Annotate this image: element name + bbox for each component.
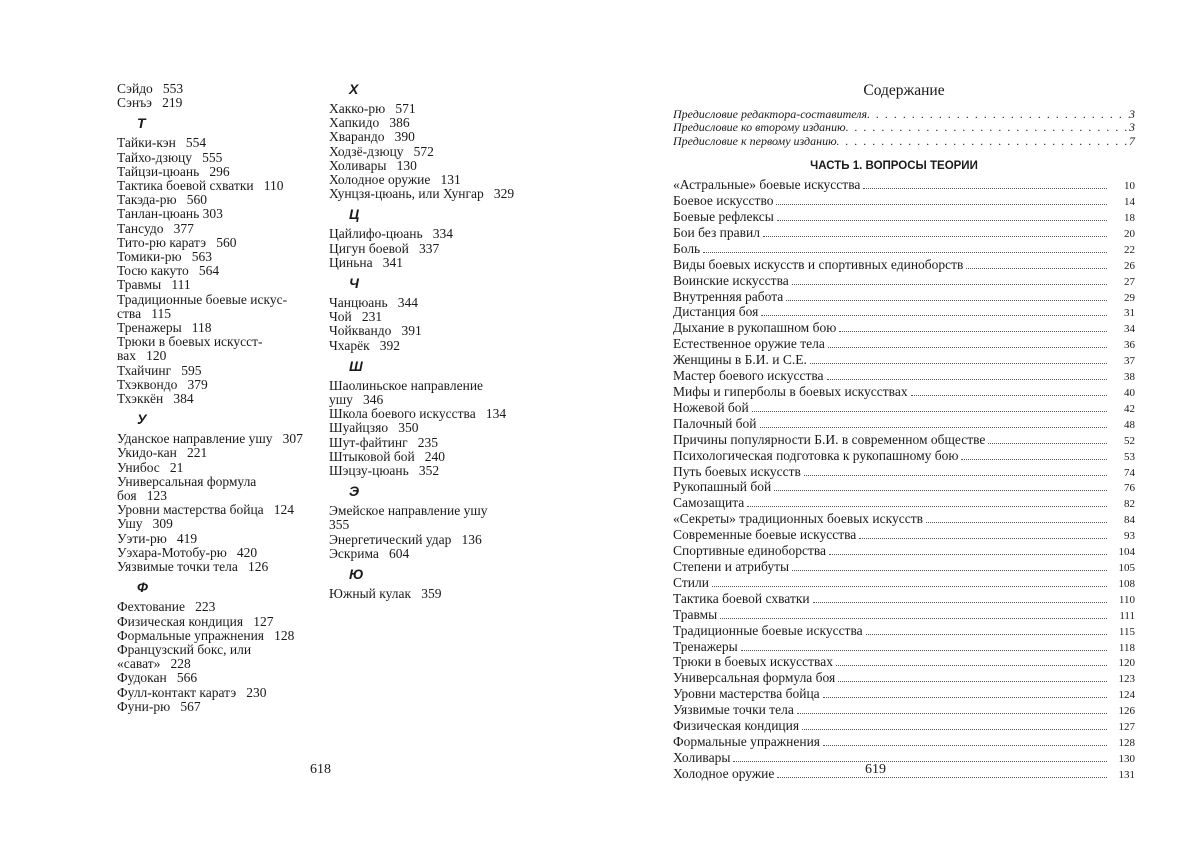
- preface-label: Предисловие редактора-составителя: [673, 107, 868, 121]
- toc-entry-list: [673, 178, 1135, 782]
- toc-entry-page: 108: [1118, 577, 1135, 590]
- toc-entry: [673, 560, 1135, 576]
- index-entry: Шаолиньское направление ушу 346: [329, 377, 484, 408]
- toc-entry-label: Женщины в Б.И. и С.Е.: [673, 352, 807, 368]
- toc-entry-label: Степени и атрибуты: [673, 558, 790, 574]
- index-entry: Универсальная формула боя 123: [117, 473, 257, 504]
- toc-entry-label: «Секреты» традиционных боевых искусств: [673, 511, 923, 527]
- toc-entry: [673, 321, 1135, 337]
- toc-entry-page: 38: [1124, 371, 1135, 384]
- toc-entry-label: Виды боевых искусств и спортивных единоборств: [673, 256, 964, 272]
- toc-entry: [673, 512, 1135, 528]
- toc-entry: [673, 194, 1135, 210]
- dot-leader: [763, 236, 1107, 237]
- toc-entry: [673, 369, 1135, 385]
- toc-entry: [673, 401, 1135, 417]
- index-entry: Тхэккён 384: [117, 391, 194, 407]
- index-entry: Эскрима 604: [329, 545, 410, 561]
- toc-entry: [673, 258, 1135, 274]
- index-entry: Французский бокс, или «сават» 228: [117, 641, 252, 672]
- toc-entry: [673, 608, 1135, 624]
- toc-entry-page: 127: [1118, 721, 1135, 734]
- index-section-letter: Э: [349, 483, 360, 500]
- toc-entry-label: Внутренняя работа: [673, 288, 784, 304]
- index-entry: Уязвимые точки тела 126: [117, 559, 269, 575]
- toc-entry: [673, 465, 1135, 481]
- index-entry: Ходзё-дзюцу 572: [329, 143, 434, 159]
- index-entry: Уданское направление ушу 307: [117, 431, 303, 447]
- dot-leader: [836, 665, 1107, 666]
- toc-entry: [673, 671, 1135, 687]
- index-entry: Цигун боевой 337: [329, 240, 440, 256]
- index-entry: Уэхара-Мотобу-рю 420: [117, 544, 258, 560]
- dot-leader: [774, 490, 1107, 491]
- dot-leader: [792, 284, 1107, 285]
- toc-entry: [673, 385, 1135, 401]
- toc-entry: [673, 337, 1135, 353]
- toc-entry-page: 84: [1124, 514, 1135, 527]
- index-entry: Уэти-рю 419: [117, 530, 198, 546]
- preface-row: [673, 108, 1135, 121]
- preface-page: 7: [1129, 133, 1135, 148]
- toc-entry-label: Формальные упражнения: [673, 733, 820, 749]
- index-entry: Шуайцзяо 350: [329, 420, 419, 436]
- toc-entry-page: 118: [1118, 641, 1135, 654]
- index-entry: Трюки в боевых искусст- вах 120: [117, 334, 263, 364]
- toc-entry-label: Холивары: [673, 749, 731, 765]
- part-title: ЧАСТЬ 1. ВОПРОСЫ ТЕОРИИ: [810, 160, 978, 173]
- toc-entry-page: 31: [1124, 307, 1135, 320]
- index-entry: Фулл-контакт каратэ 230: [117, 684, 267, 700]
- toc-entry: [673, 655, 1135, 671]
- toc-entry-label: Ножевой бой: [673, 399, 749, 415]
- dot-leader: [823, 697, 1107, 698]
- index-entry: Эмейское направление ушу 355: [329, 503, 488, 533]
- toc-entry: [673, 576, 1135, 592]
- dot-leader: [810, 363, 1107, 364]
- toc-entry-label: Дыхание в рукопашном бою: [673, 320, 837, 336]
- toc-entry-label: Дистанция боя: [673, 304, 759, 320]
- index-section-letter: Ю: [349, 566, 364, 583]
- index-entry: Танлан-цюань 303: [117, 206, 223, 222]
- dot-leader: [777, 220, 1107, 221]
- toc-entry-label: Уровни мастерства бойца: [673, 686, 820, 702]
- toc-entry-page: 105: [1118, 561, 1135, 574]
- index-entry: Травмы 111: [117, 277, 191, 293]
- toc-entry-page: 22: [1124, 243, 1135, 256]
- dot-leader: [988, 443, 1107, 444]
- toc-entry: [673, 242, 1135, 258]
- index-entry: Физическая кондиция 127: [117, 613, 274, 629]
- toc-entry-page: 128: [1118, 736, 1135, 749]
- index-entry: Укидо-кан 221: [117, 445, 208, 461]
- toc-entry-label: Психологическая подготовка к рукопашному бою: [673, 447, 959, 463]
- toc-entry-page: 48: [1124, 418, 1135, 431]
- toc-entry-page: 26: [1124, 259, 1135, 272]
- toc-entry-page: 120: [1118, 657, 1135, 670]
- index-entry: Традиционные боевые искус- ства 115: [117, 291, 288, 321]
- toc-entry-label: Спортивные единоборства: [673, 543, 827, 559]
- dot-leader: [741, 650, 1107, 651]
- dot-leader: [813, 602, 1107, 603]
- index-section-letter: Ф: [137, 579, 148, 596]
- index-entry: Тайхо-дзюцу 555: [117, 149, 223, 165]
- toc-entry-page: 130: [1118, 752, 1135, 765]
- index-entry: Холивары 130: [329, 157, 417, 173]
- toc-entry-page: 111: [1119, 609, 1135, 622]
- index-column-2: [329, 82, 534, 601]
- toc-entry: [673, 433, 1135, 449]
- index-entry: Чой 231: [329, 309, 383, 325]
- index-entry: Тренажеры 118: [117, 320, 212, 336]
- dot-leader: [837, 135, 1129, 148]
- index-entry: Чхарёк 392: [329, 337, 401, 353]
- index-entry: Сэнъэ 219: [117, 95, 183, 111]
- toc-entry-label: Универсальная формула боя: [673, 670, 836, 686]
- index-entry: Томики-рю 563: [117, 249, 212, 265]
- dot-leader: [859, 538, 1107, 539]
- index-entry: Тайцзи-цюань 296: [117, 163, 230, 179]
- toc-entry-page: 131: [1118, 768, 1135, 781]
- toc-entry-page: 110: [1118, 593, 1135, 606]
- index-section-letter: Ц: [349, 206, 360, 223]
- dot-leader: [829, 554, 1107, 555]
- toc-entry-label: Бои без правил: [673, 224, 760, 240]
- index-entry: Уровни мастерства бойца 124: [117, 502, 295, 518]
- dot-leader: [752, 411, 1107, 412]
- toc-entry-label: Трюки в боевых искусствах: [673, 654, 833, 670]
- toc-entry-page: 29: [1124, 291, 1135, 304]
- index-entry: Фехтование 223: [117, 599, 216, 615]
- dot-leader: [797, 713, 1107, 714]
- toc-entry-label: Мастер боевого искусства: [673, 368, 824, 384]
- toc-entry: [673, 210, 1135, 226]
- dot-leader: [733, 761, 1107, 762]
- index-entry: Формальные упражнения 128: [117, 627, 295, 643]
- toc-entry-label: Травмы: [673, 606, 718, 622]
- preface-row: [673, 121, 1135, 134]
- toc-entry-label: Уязвимые точки тела: [673, 702, 794, 718]
- toc-entry: [673, 703, 1135, 719]
- dot-leader: [777, 777, 1107, 778]
- preface-page: 3: [1129, 120, 1135, 135]
- dot-leader: [926, 522, 1107, 523]
- index-entry: Хапкидо 386: [329, 115, 410, 131]
- index-entry: Тансудо 377: [117, 220, 194, 236]
- table-of-contents: [673, 82, 1135, 783]
- toc-entry: [673, 226, 1135, 242]
- index-section-letter: Т: [137, 115, 146, 132]
- index-entry: Хварандо 390: [329, 129, 415, 145]
- toc-entry: [673, 274, 1135, 290]
- toc-entry: [673, 544, 1135, 560]
- preface-page: 3: [1129, 107, 1135, 121]
- toc-entry: [673, 719, 1135, 735]
- preface-row: [673, 135, 1135, 148]
- index-section-letter: У: [137, 411, 147, 428]
- index-entry: Ушу 309: [117, 516, 173, 532]
- toc-entry-page: 52: [1124, 434, 1135, 447]
- toc-entry-label: Палочный бой: [673, 415, 757, 431]
- toc-entry: [673, 528, 1135, 544]
- right-page: [600, 0, 1200, 848]
- toc-entry: [673, 178, 1135, 194]
- toc-entry-label: Самозащита: [673, 495, 745, 511]
- toc-entry: [673, 767, 1135, 783]
- dot-leader: [712, 586, 1107, 587]
- index-entry: Фудокан 566: [117, 670, 198, 686]
- dot-leader: [961, 459, 1107, 460]
- toc-entry-label: Причины популярности Б.И. в современном обществе: [673, 431, 986, 447]
- toc-entry-page: 74: [1124, 466, 1135, 479]
- dot-leader: [838, 681, 1107, 682]
- index-entry: Штыковой бой 240: [329, 448, 446, 464]
- toc-entry: [673, 353, 1135, 369]
- toc-entry: [673, 480, 1135, 496]
- index-entry: Тактика боевой схватки 110: [117, 178, 284, 194]
- preface-label: Предисловие к первому изданию: [673, 133, 837, 148]
- index-entry: Такэда-рю 560: [117, 192, 207, 208]
- index-entry: Сэйдо 553: [117, 81, 184, 96]
- index-entry: Цайлифо-цюань 334: [329, 226, 453, 242]
- index-entry: Южный кулак 359: [329, 586, 442, 602]
- toc-entry-label: Мифы и гиперболы в боевых искусствах: [673, 384, 908, 399]
- toc-entry: [673, 290, 1135, 306]
- index-entry: Циньна 341: [329, 254, 403, 270]
- index-section-letter: Ш: [349, 357, 363, 374]
- toc-entry-page: 10: [1124, 180, 1135, 193]
- dot-leader: [786, 300, 1107, 301]
- index-entry: Фуни-рю 567: [117, 698, 201, 714]
- dot-leader: [720, 618, 1107, 619]
- dot-leader: [792, 570, 1107, 571]
- toc-entry: [673, 449, 1135, 465]
- dot-leader: [776, 204, 1107, 205]
- dot-leader: [866, 634, 1107, 635]
- index-entry: Шэцзу-цюань 352: [329, 463, 440, 479]
- toc-entry-label: Боль: [673, 240, 701, 256]
- toc-entry-label: Боевое искусство: [673, 193, 774, 209]
- toc-entry-page: 104: [1118, 546, 1135, 559]
- dot-leader: [761, 315, 1107, 316]
- dot-leader: [863, 188, 1107, 189]
- index-entry: Тайки-кэн 554: [117, 135, 207, 151]
- index-entry: Тосю какуто 564: [117, 263, 220, 279]
- toc-entry-label: Тренажеры: [673, 638, 738, 654]
- toc-entry: [673, 305, 1135, 321]
- toc-entry-label: Тактика боевой схватки: [673, 590, 810, 606]
- index-entry: Унибос 21: [117, 459, 184, 475]
- dot-leader: [804, 475, 1107, 476]
- index-entry: Энергетический удар 136: [329, 531, 482, 547]
- toc-entry-label: Естественное оружие тела: [673, 336, 825, 352]
- page-number-right: 619: [865, 762, 886, 777]
- index-entry: Хакко-рю 571: [329, 101, 416, 116]
- preface-label: Предисловие ко второму изданию: [673, 120, 846, 135]
- toc-entry-label: Стили: [673, 574, 709, 590]
- toc-entry-label: «Астральные» боевые искусства: [673, 177, 861, 193]
- toc-entry: [673, 640, 1135, 656]
- toc-entry: [673, 592, 1135, 608]
- index-entry: Тхайчинг 595: [117, 362, 202, 378]
- toc-entry: [673, 496, 1135, 512]
- toc-entry-page: 123: [1118, 673, 1135, 686]
- dot-leader: [828, 347, 1107, 348]
- toc-entry: [673, 624, 1135, 640]
- toc-entry-label: Воинские искусства: [673, 272, 789, 288]
- toc-entry-page: 40: [1124, 387, 1135, 399]
- toc-entry-page: 115: [1118, 625, 1135, 638]
- toc-entry: [673, 687, 1135, 703]
- page-number-left: 618: [310, 762, 331, 777]
- preface-list: [673, 108, 1135, 148]
- toc-entry-page: 126: [1118, 705, 1135, 718]
- toc-entry: [673, 735, 1135, 751]
- toc-title: Содержание: [863, 82, 945, 99]
- index-column-1: [117, 82, 312, 714]
- index-entry: Школа боевого искусства 134: [329, 406, 507, 422]
- toc-entry-label: Боевые рефлексы: [673, 209, 774, 225]
- toc-entry-page: 93: [1124, 530, 1135, 543]
- dot-leader: [839, 331, 1107, 332]
- dot-leader: [802, 729, 1107, 730]
- index-section-letter: Ч: [349, 275, 359, 292]
- toc-entry-page: 34: [1124, 323, 1135, 336]
- toc-entry-label: Путь боевых искусств: [673, 463, 801, 479]
- toc-entry-page: 124: [1118, 689, 1135, 702]
- toc-entry-label: Современные боевые искусства: [673, 527, 857, 543]
- toc-entry-page: 82: [1124, 498, 1135, 511]
- dot-leader: [823, 745, 1107, 746]
- dot-leader: [867, 108, 1129, 121]
- dot-leader: [827, 379, 1107, 380]
- toc-entry-page: 36: [1124, 339, 1135, 352]
- index-entry: Чанцюань 344: [329, 295, 419, 311]
- index-entry: Шут-файтинг 235: [329, 434, 438, 450]
- index-section-letter: Х: [349, 81, 359, 97]
- index-entry: Хунцзя-цюань, или Хунгар 329: [329, 186, 515, 202]
- toc-entry-page: 18: [1124, 212, 1135, 225]
- dot-leader: [846, 121, 1129, 134]
- index-entry: Тито-рю каратэ 560: [117, 234, 237, 250]
- dot-leader: [760, 427, 1107, 428]
- index-entry: Тхэквондо 379: [117, 376, 208, 392]
- toc-entry-page: 14: [1124, 196, 1135, 209]
- dot-leader: [703, 252, 1107, 253]
- toc-entry-page: 53: [1124, 450, 1135, 463]
- toc-entry: [673, 751, 1135, 767]
- toc-entry-page: 37: [1124, 355, 1135, 368]
- dot-leader: [747, 506, 1107, 507]
- toc-entry-page: 76: [1124, 482, 1135, 495]
- index-entry: Чойквандо 391: [329, 323, 422, 339]
- dot-leader: [911, 395, 1107, 396]
- toc-entry: [673, 417, 1135, 433]
- toc-entry-page: 27: [1124, 275, 1135, 288]
- toc-entry-label: Традиционные боевые искусства: [673, 622, 863, 638]
- toc-entry-page: 20: [1124, 227, 1135, 240]
- toc-entry-page: 42: [1124, 402, 1135, 415]
- toc-entry-label: Рукопашный бой: [673, 479, 772, 495]
- toc-entry-label: Холодное оружие: [673, 765, 775, 781]
- index-entry: Холодное оружие 131: [329, 172, 461, 188]
- toc-entry-label: Физическая кондиция: [673, 718, 800, 734]
- dot-leader: [966, 268, 1107, 269]
